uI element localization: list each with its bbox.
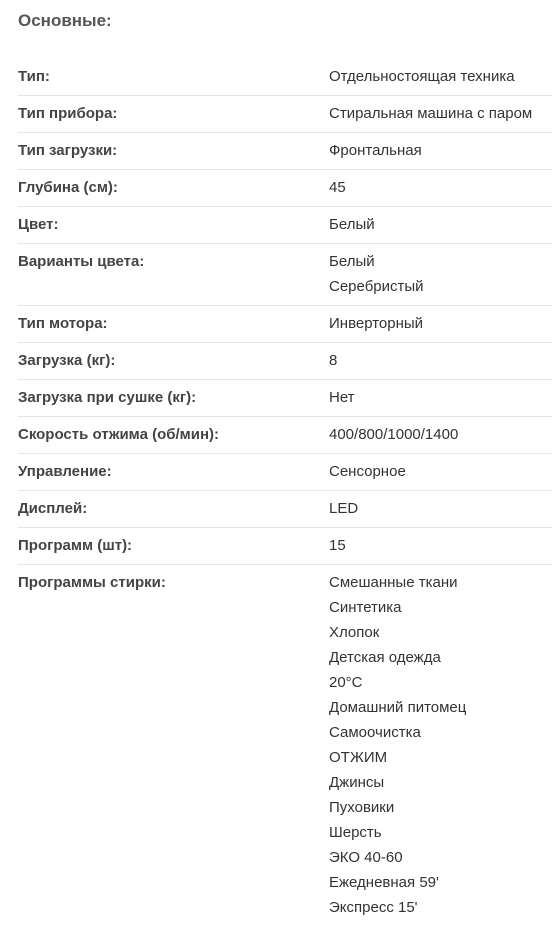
spec-row <box>18 528 552 565</box>
spec-value: Синтетика <box>329 599 402 616</box>
spec-list <box>18 59 552 926</box>
spec-row <box>18 170 552 207</box>
spec-values <box>329 387 552 408</box>
spec-values <box>329 214 552 235</box>
spec-row <box>18 417 552 454</box>
spec-row <box>18 207 552 244</box>
spec-values <box>329 103 552 124</box>
spec-value: Стиральная машина с паром <box>329 105 533 122</box>
spec-values <box>329 350 552 371</box>
spec-value: Экспресс 15' <box>329 899 418 916</box>
spec-value: Хлопок <box>329 624 380 641</box>
spec-value: Самоочистка <box>329 724 421 741</box>
spec-name: Варианты цвета: <box>18 253 145 270</box>
spec-value: Сенсорное <box>329 463 406 480</box>
spec-row <box>18 244 552 306</box>
spec-value: LED <box>329 500 359 517</box>
spec-row <box>18 454 552 491</box>
spec-value: ОТЖИМ <box>329 749 388 766</box>
spec-name: Тип загрузки: <box>18 142 118 159</box>
spec-row <box>18 491 552 528</box>
spec-name: Дисплей: <box>18 500 88 517</box>
spec-value: Белый <box>329 253 375 270</box>
spec-row <box>18 306 552 343</box>
spec-value: Джинсы <box>329 774 385 791</box>
spec-value: Шерсть <box>329 824 382 841</box>
spec-values <box>329 313 552 334</box>
spec-name: Тип мотора: <box>18 315 108 332</box>
spec-value: Серебристый <box>329 278 424 295</box>
spec-values <box>329 572 552 918</box>
spec-name: Программы стирки: <box>18 574 166 591</box>
spec-name: Скорость отжима (об/мин): <box>18 426 220 443</box>
spec-row <box>18 133 552 170</box>
spec-value: Отдельностоящая техника <box>329 68 515 85</box>
spec-name: Загрузка (кг): <box>18 352 116 369</box>
spec-value: Смешанные ткани <box>329 574 458 591</box>
spec-value: Детская одежда <box>329 649 441 666</box>
spec-name: Программ (шт): <box>18 537 133 554</box>
spec-value: Ежедневная 59' <box>329 874 439 891</box>
spec-name: Тип прибора: <box>18 105 118 122</box>
section-title: Основные: <box>18 11 112 30</box>
spec-value: 400/800/1000/1400 <box>329 426 459 443</box>
spec-values <box>329 424 552 445</box>
spec-values <box>329 251 552 297</box>
spec-values <box>329 66 552 87</box>
spec-row <box>18 343 552 380</box>
spec-values <box>329 177 552 198</box>
spec-value: 8 <box>329 352 338 369</box>
spec-value: 20°C <box>329 674 363 691</box>
spec-value: 15 <box>329 537 346 554</box>
spec-value: Домашний питомец <box>329 699 467 716</box>
spec-row <box>18 380 552 417</box>
spec-name: Глубина (см): <box>18 179 118 196</box>
spec-row <box>18 96 552 133</box>
spec-name: Управление: <box>18 463 112 480</box>
spec-values <box>329 461 552 482</box>
spec-values <box>329 498 552 519</box>
spec-name: Тип: <box>18 68 50 85</box>
spec-value: Нет <box>329 389 355 406</box>
spec-values <box>329 140 552 161</box>
spec-name: Загрузка при сушке (кг): <box>18 389 197 406</box>
spec-value: Фронтальная <box>329 142 422 159</box>
spec-value: Инверторный <box>329 315 424 332</box>
spec-name: Цвет: <box>18 216 59 233</box>
spec-value: 45 <box>329 179 346 196</box>
spec-value: Белый <box>329 216 375 233</box>
spec-value: ЭКО 40-60 <box>329 849 403 866</box>
spec-row <box>18 59 552 96</box>
spec-value: Пуховики <box>329 799 395 816</box>
spec-row <box>18 565 552 926</box>
spec-values <box>329 535 552 556</box>
